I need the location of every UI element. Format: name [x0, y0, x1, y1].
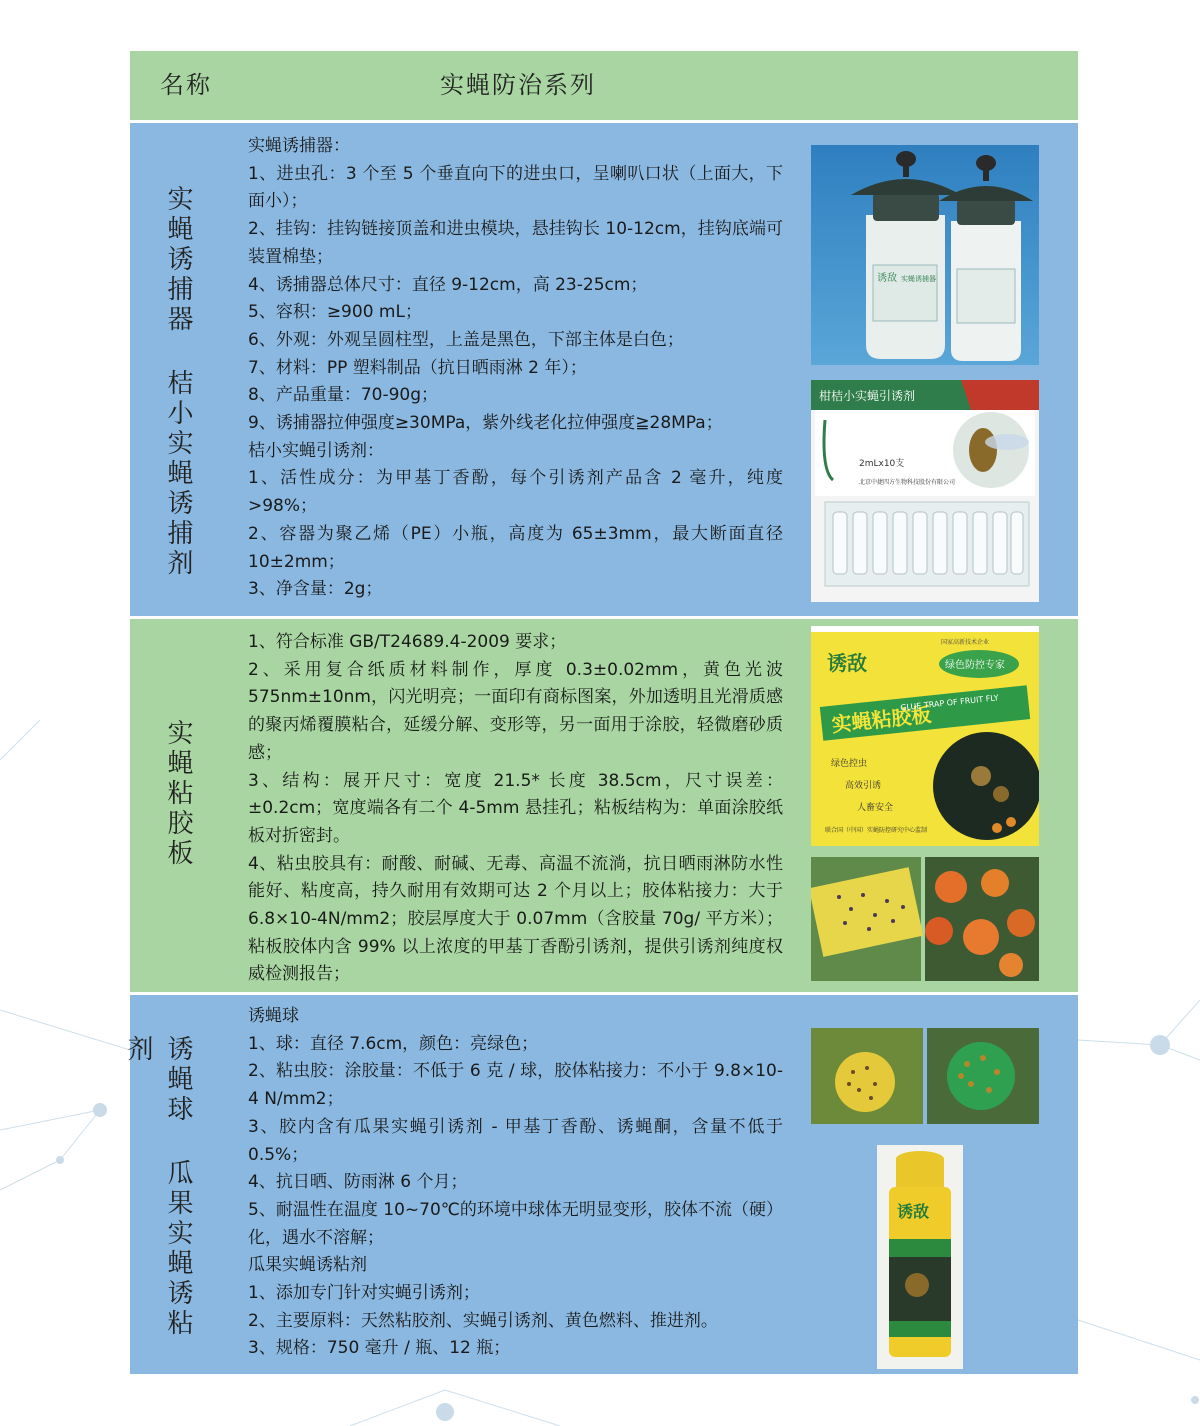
spec-line: 3、规格：750 毫升 / 瓶、12 瓶； [248, 1338, 511, 1359]
fly-ball-photo [811, 1028, 1039, 1124]
board-slogan: 绿色防控专家 [945, 660, 1005, 671]
lure-box-photo [811, 380, 1039, 602]
spec-line: 1、球：直径 7.6cm，颜色：亮绿色； [248, 1033, 539, 1054]
board-feature-3: 人畜安全 [857, 803, 894, 813]
spray-can-photo [877, 1145, 963, 1369]
spec-line: 1、符合标准 GB/T24689.4-2009 要求； [248, 632, 567, 652]
spec-line: 7、材料：PP 塑料制品（抗日晒雨淋 2 年）； [248, 357, 587, 378]
spec-line: 5、容积：≥900 mL； [248, 302, 422, 323]
spec-line: 瓜果实蝇诱粘剂 [248, 1255, 367, 1276]
table-header [130, 51, 1078, 120]
board-brand: 诱敌 [827, 651, 867, 675]
spec-line: 3、胶内含有瓜果实蝇引诱剂 - 甲基丁香酚、诱蝇酮，含量不低于 0.5%； [248, 1116, 783, 1165]
spec-line: 2、采用复合纸质材料制作，厚度 0.3±0.02mm，黄色光波 575nm±10nm，闪光明亮；一面印有商标图案，外加透明且光滑质感的聚丙烯覆膜粘合，延缓分解、变形等，另一面用于涂胶，轻微磨砂质感； [248, 659, 783, 763]
spec-line: 桔小实蝇引诱剂： [248, 440, 384, 461]
spec-line: 6、外观：外观呈圆柱型，上盖是黑色，下部主体是白色； [248, 329, 684, 350]
board-feature-2: 高效引诱 [845, 781, 882, 791]
spec-line: 实蝇诱捕器： [248, 136, 350, 156]
spec-table [123, 51, 1078, 1374]
row-trap [130, 123, 1078, 616]
board-supervisor: 联合国（中国）实蝇防控研究中心监制 [825, 827, 928, 834]
row-description [248, 133, 783, 604]
spec-line: 4、粘虫胶具有：耐酸、耐碱、无毒、高温不流淌，抗日晒雨淋防水性能好、粘度高，持久耐用有效期可达 2 个月以上；胶体粘接力：大于6.8×10-4N/mm2；胶层厚度大于 0.07mm（含胶量 70g/ 平方米）；粘板胶体内含 99% 以上浓度的甲基丁香酚引诱剂，提供引诱剂纯度权威检测报告； [248, 853, 783, 985]
spec-line: 5、耐温性在温度 10~70℃的环境中球体无明显变形，胶体不流（硬）化，遇水不溶解； [248, 1199, 783, 1248]
glue-board-package-photo [811, 626, 1039, 846]
spec-line: 1、进虫孔：3 个至 5 个垂直向下的进虫口，呈喇叭口状（上面大，下面小）； [248, 163, 783, 212]
spec-line: 9、诱捕器拉伸强度≥30MPa，紫外线老化拉伸强度≧28MPa； [248, 413, 723, 434]
board-feature-1: 绿色控虫 [831, 759, 868, 769]
board-top-note: 国家高新技术企业 [941, 639, 990, 646]
spec-line: 3、净含量：2g； [248, 579, 383, 600]
row-title: 诱蝇球 瓜果实蝇诱粘剂 [123, 1035, 193, 1339]
spec-line: 2、容器为聚乙烯（PE）小瓶，高度为 65±3mm，最大断面直径 10±2mm； [248, 523, 783, 572]
lure-box-maker: 北京中捷四方生物科技股份有限公司 [859, 479, 956, 486]
header-name-label: 名称 [160, 71, 212, 99]
trap-label-brand: 诱敌 [877, 273, 897, 284]
row-title: 实蝇粘胶板 [163, 719, 193, 869]
board-in-orchard-photo [811, 857, 1039, 981]
row-title: 实蝇诱捕器 桔小实蝇诱捕剂 [163, 185, 193, 579]
row-description [248, 629, 783, 989]
spec-line: 3、结构：展开尺寸：宽度 21.5* 长度 38.5cm，尺寸误差：±0.2cm；宽度端各有二个 4-5mm 悬挂孔；粘板结构为：单面涂胶纸板对折密封。 [248, 770, 783, 846]
board-title-en: GLUE TRAP OF FRUIT FLY [899, 693, 1000, 713]
row-fly-ball [123, 992, 1078, 1374]
board-title: 实蝇粘胶板 [830, 702, 933, 737]
lure-box-spec: 2mLx10支 [859, 459, 905, 469]
spec-line: 1、添加专门针对实蝇引诱剂； [248, 1283, 480, 1304]
trap-label-name: 实蝇诱捕器 [901, 275, 936, 283]
row-glue-board [130, 616, 1078, 992]
spec-line: 诱蝇球 [248, 1006, 299, 1026]
row-description [248, 1003, 783, 1363]
trap-bottles-photo [811, 145, 1039, 365]
lure-box-title: 柑桔小实蝇引诱剂 [819, 389, 916, 403]
spec-line: 8、产品重量：70-90g； [248, 385, 439, 406]
can-brand: 诱敌 [897, 1202, 930, 1221]
spec-line: 4、抗日晒、防雨淋 6 个月； [248, 1172, 468, 1193]
spec-line: 2、挂钩：挂钩链接顶盖和进虫模块，悬挂钩长 10-12cm，挂钩底端可装置棉垫； [248, 219, 783, 267]
spec-line: 2、主要原料：天然粘胶剂、实蝇引诱剂、黄色燃料、推进剂。 [248, 1310, 718, 1331]
header-series-title: 实蝇防治系列 [440, 71, 596, 99]
spec-line: 2、粘虫胶：涂胶量：不低于 6 克 / 球，胶体粘接力：不小于 9.8×10-4 N/mm2； [248, 1061, 783, 1110]
spec-line: 4、诱捕器总体尺寸：直径 9-12cm，高 23-25cm； [248, 274, 648, 295]
spec-line: 1、活性成分：为甲基丁香酚，每个引诱剂产品含 2 毫升，纯度 >98%； [248, 468, 783, 517]
